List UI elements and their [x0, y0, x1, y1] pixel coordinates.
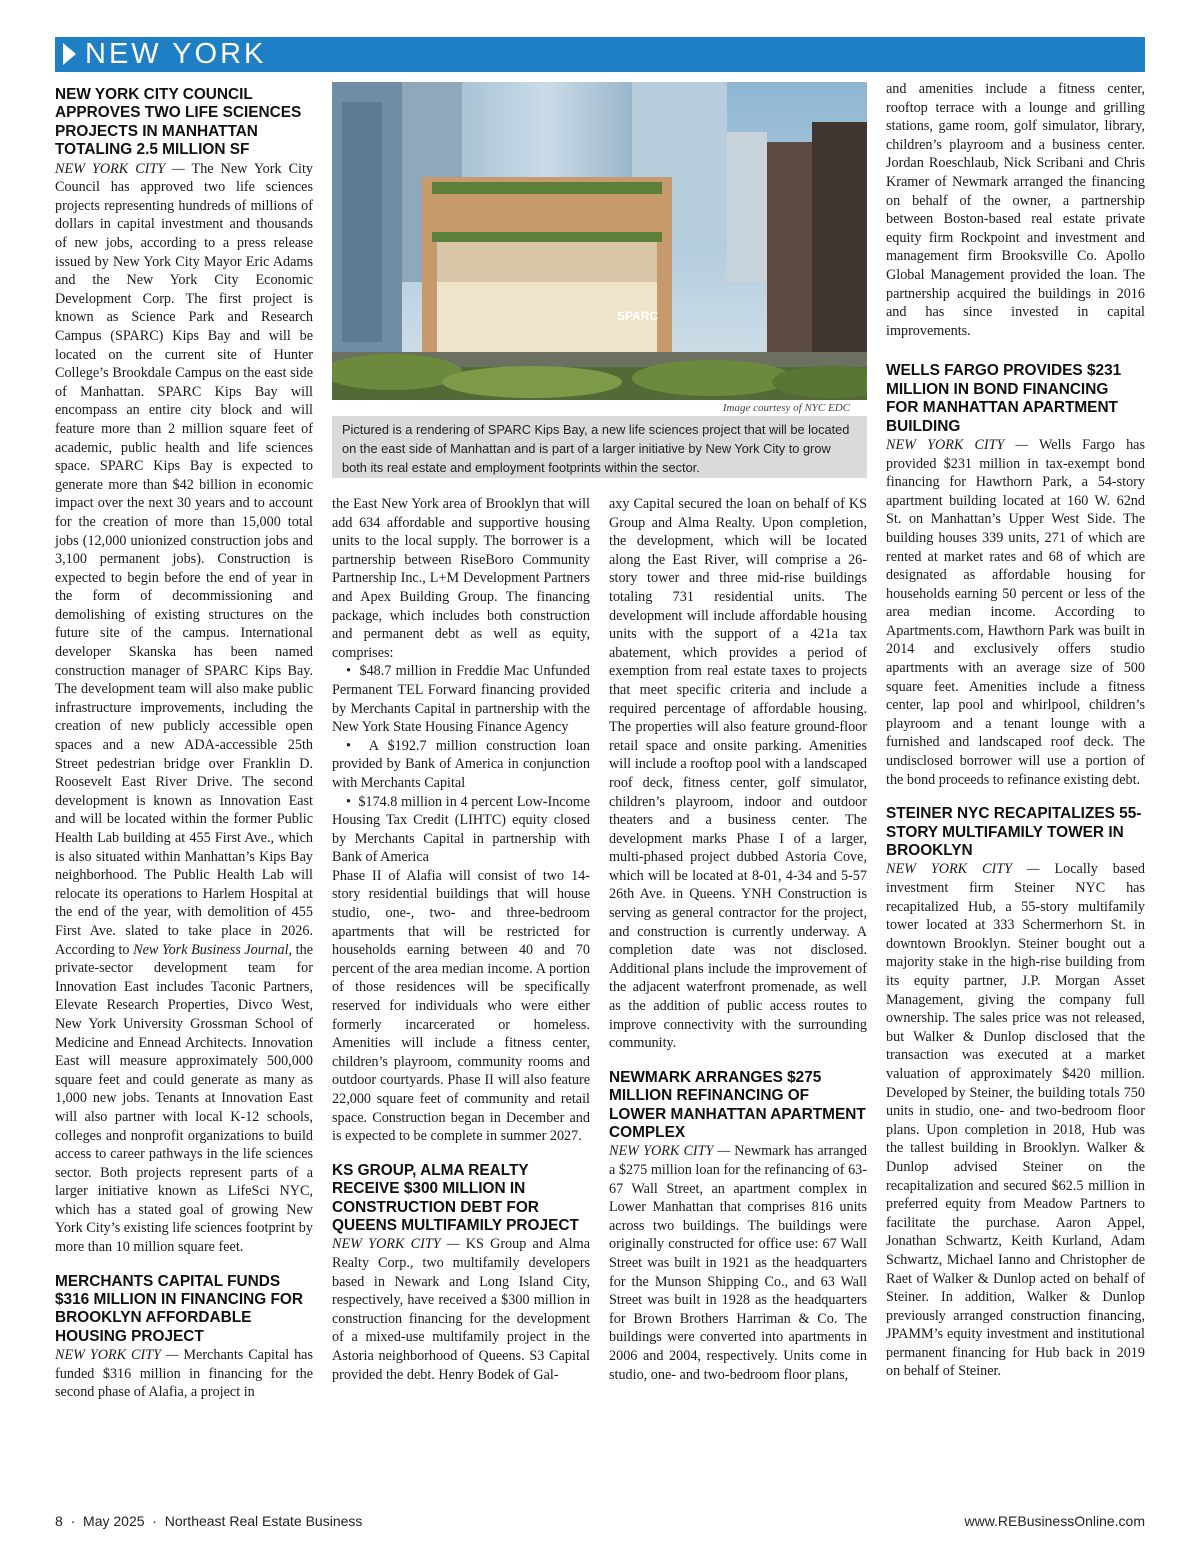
rendering-photo [332, 82, 867, 400]
dateline: NEW YORK CITY — [332, 1236, 460, 1253]
triangle-right-icon [63, 43, 76, 65]
footer-separator: · [152, 1513, 157, 1529]
page-footer [55, 1513, 1145, 1529]
article-3-body-continued: axy Capital secured the loan on behalf of KS Group and Alma Realty. Upon completion, the development, which will be located along the East River, will comprise a 26-story tower and three mid-rise buildings totaling 731 residential units. The development will include affordable housing units with the support of a 421a tax abatement, which provides a period of exemption from real estate taxes to projects that meet specific criteria and include a required percentage of affordable housing. The properties will also feature ground-floor retail space and onsite parking. Amenities will include a rooftop pool with a landscaped roof deck, fitness center, golf simulator, children’s playroom, indoor and outdoor theaters and a business center. The development marks Phase I of a larger, multi-phased project dubbed Astoria Cove, which will be located at 8-01, 4-34 and 5-57 26th Ave. in Queens. YNH Construction is serving as general contractor for the project, and construction is currently underway. A completion date was not disclosed. Additional plans include the improvement of the adjacent waterfront promenade, as well as the addition of public access routes to improve connectivity with the surrounding community. [609, 496, 867, 1052]
footer-separator: · [70, 1513, 76, 1529]
sparc-rendering-image [332, 82, 867, 400]
article-3-headline: KS GROUP, ALMA REALTY RECEIVE $300 MILLION IN CONSTRUCTION DEBT FOR QUEENS MULTIFAMILY PROJECT [332, 1161, 579, 1234]
article-4-body: NEW YORK CITY — Newmark has arranged a $275 million loan for the refinancing of 63-67 Wall Street, an apartment complex in Lower Manhattan that comprises 816 units across two buildings. The buildings were originally constructed for office use: 67 Wall Street was built in 1921 as the headquarters for the Munson Shipping Co., and 63 Wall Street was built in 1928 as the headquarters for Brown Brothers Harriman & Co. The buildings were converted into apartments in 2006 and 2004, respectively. Units come in studio, one- and two-bedroom floor plans, [609, 1143, 867, 1383]
dateline: NEW YORK CITY — [609, 1143, 731, 1160]
financing-bullet: • $48.7 million in Freddie Mac Unfunded Permanent TEL Forward financing provided by Merchants Capital in partnership with the New York State Housing Finance Agency [332, 663, 590, 736]
column-1 [55, 86, 313, 1402]
dateline: NEW YORK CITY — [886, 436, 1029, 453]
financing-bullet: • $174.8 million in 4 percent Low-Income Housing Tax Credit (LIHTC) equity closed by Merchants Capital in partnership with Bank of America [332, 793, 591, 866]
dateline: NEW YORK CITY — [886, 861, 1040, 878]
sparc-sign: SPARC [617, 309, 659, 323]
article-5-body: NEW YORK CITY — Wells Fargo has provided $231 million in tax-exempt bond financing for Hawthorn Park, a 54-story apartment building located at 160 W. 62nd St. on Manhattan’s Upper West Side. The building houses 339 units, 271 of which are rented at market rates and 68 of which are designated as affordable housing for households earning 50 percent or less of the area median income. According to Apartments.com, Hawthorn Park was built in 2014 and exclusively offers studio apartments with an average size of 500 square feet. Amenities include a fitness center, lap pool and whirlpool, children’s playroom and a tenant lounge with a furnished and landscaped roof deck. The undisclosed borrower will use a portion of the bond proceeds to refinance existing debt. [886, 436, 1146, 788]
publication-title: Northeast Real Estate Business [164, 1513, 363, 1529]
column-4 [886, 80, 1145, 1381]
article-4-headline: NEWMARK ARRANGES $275 MILLION REFINANCING OF LOWER MANHATTAN APARTMENT COMPLEX [609, 1068, 866, 1142]
article-2-body-continued: the East New York area of Brooklyn that will add 634 affordable and supportive housing units to the local supply. The borrower is a partnership between RiseBoro Community Partnership Inc., L+M Development Partners and Apex Building Group. The financing package, which includes both construction and permanent debt as well as equity, comprises: [332, 496, 590, 661]
column-2 [332, 495, 590, 1384]
website-link[interactable]: www.REBusinessOnline.com [964, 1513, 1145, 1529]
column-3 [609, 495, 867, 1384]
article-2-headline: MERCHANTS CAPITAL FUNDS $316 MILLION IN FINANCING FOR BROOKLYN AFFORDABLE HOUSING PROJECT [55, 1272, 303, 1345]
article-2-body: NEW YORK CITY — Merchants Capital has funded $316 million in financing for the second phase of Alafia, a project in [55, 1347, 313, 1401]
dateline: NEW YORK CITY — [55, 160, 185, 177]
article-2-body-phase-ii: Phase II of Alafia will consist of two 14-story residential buildings that will house studio, one-, two- and three-bedroom apartments that will be restricted for households earning between 40 and 70 percent of the area median income. A portion of those residences will be specifically reserved for individuals who were either formerly incarcerated or homeless. Amenities will include a fitness center, children’s playroom, community rooms and outdoor courtyards. Phase II will also feature 22,000 square feet of community and retail space. Construction began in December and is expected to be complete in summer 2027. [332, 867, 590, 1145]
page-number: 8 [55, 1513, 63, 1529]
financing-bullet: • A $192.7 million construction loan provided by Bank of America in conjunction with Merchants Capital [332, 737, 590, 791]
image-credit: Image courtesy of NYC EDC [722, 402, 850, 414]
article-5-headline: WELLS FARGO PROVIDES $231 MILLION IN BOND FINANCING FOR MANHATTAN APARTMENT BUILDING [886, 362, 1122, 435]
article-4-body-continued: and amenities include a fitness center, rooftop terrace with a lounge and grilling stations, game room, golf simulator, library, children’s playroom and a business center. Jordan Roeschlaub, Nick Scribani and Chris Kramer of Newmark arranged the financing on behalf of the owner, a partnership between Boston-based real estate private equity firm Rockpoint and investment and management firm Brooksville Co. Apollo Global Management provided the loan. The partnership acquired the buildings in 2016 and has since invested in capital improvements. [886, 81, 1145, 339]
article-6-body: NEW YORK CITY — Locally based investment firm Steiner NYC has recapitalized Hub, a 55-story multifamily tower located at 333 Schermerhorn St. in downtown Brooklyn. Steiner bought out a majority stake in the high-rise building from its equity partner, J.P. Morgan Asset Management, giving the company full ownership. The sales price was not released, but Walker & Dunlop disclosed that the transaction was executed at a market valuation of approximately $420 million. Developed by Steiner, the building totals 750 units in studio, one- and two-bedroom floor plans. Upon completion in 2018, Hub was the tallest building in Brooklyn. Walker & Dunlop advised Steiner on the recapitalization and secured $62.5 million in preferred equity from Meadow Partners to facilitate the purchase. Aaron Appel, Jonathan Schwartz, Keith Kurland, Adam Schwartz, Michael Ianno and Christopher de Raet of Walker & Dunlop acted on behalf of Steiner. In addition, Walker & Dunlop previously arranged construction financing, JPAMM’s equity investment and institutional permanent financing for Hub back in 2019 on behalf of Steiner. [886, 861, 1146, 1380]
article-1-headline: NEW YORK CITY COUNCIL APPROVES TWO LIFE SCIENCES PROJECTS IN MANHATTAN TOTALING 2.5 MILLION SF [55, 86, 302, 159]
section-title: NEW YORK [85, 38, 267, 70]
image-caption: Pictured is a rendering of SPARC Kips Bay, a new life sciences project that will be located on the east side of Manhattan and is part of a larger initiative by New York City to grow both its real estate and employment footprints within the sector. [332, 416, 867, 478]
publication-name: New York Business Journal [133, 941, 289, 958]
section-banner [55, 37, 1145, 72]
dateline: NEW YORK CITY — [55, 1347, 179, 1364]
article-3-body: NEW YORK CITY — KS Group and Alma Realty Corp., two multifamily developers based in Newark and Long Island City, respectively, have received a $300 million in construction financing for the development of a mixed-use multifamily project in the Astoria neighborhood of Queens. S3 Capital provided the debt. Henry Bodek of Gal- [332, 1236, 591, 1383]
article-6-headline: STEINER NYC RECAPITALIZES 55-STORY MULTIFAMILY TOWER IN BROOKLYN [886, 805, 1142, 860]
article-1-body: NEW YORK CITY — The New York City Council has approved two life sciences projects representing hundreds of millions of dollars in capital investment and thousands of new jobs, according to a press release issued by New York City Mayor Eric Adams and the New York City Economic Development Corp. The first project is known as Science Park and Research Campus (SPARC) Kips Bay and will be located on the current site of Hunter College’s Brookdale Campus on the east side of Manhattan. SPARC Kips Bay will encompass an entire city block and will feature more than 2 million square feet of academic, public health and life sciences space. SPARC Kips Bay is expected to generate more than $42 billion in economic impact over the next 30 years and to account for the creation of more than 15,000 total jobs (12,000 unionized construction jobs and 3,100 permanent jobs). Construction is expected to begin before the end of year in the form of decommissioning and demolishing of existing structures on the future site of the campus. International developer Skanska has been named construction manager of SPARC Kips Bay. The development team will also make public infrastructure improvements, including the creation of new publicly accessible open spaces and a new ADA-accessible 25th Street pedestrian bridge over Franklin D. Roosevelt East River Drive. The second development is known as Innovation East and will be located within the former Public Health Lab building at 455 First Ave., which is also situated within Manhattan’s Kips Bay neighborhood. The Public Health Lab will relocate its operations to Harlem Hospital at the end of the year, with demolition of 455 First Ave. slated to take place in 2026. According to New York Business Journal, the private-sector development team for Innovation East includes Taconic Partners, Elevate Research Properties, Divco West, New York University Grossman School of Medicine and Ennead Architects. Innovation East will measure approximately 500,000 square feet and could generate as many as 1,000 new jobs. Tenants at Innovation East will also partner with local K-12 schools, colleges and nonprofit organizations to build access to career pathways in the life sciences sector. Both projects represent parts of a larger initiative known as LifeSci NYC, which has a stated goal of growing New York City’s existing life sciences footprint by more than 10 million square feet. [55, 160, 314, 1256]
issue-date: May 2025 [83, 1513, 145, 1529]
